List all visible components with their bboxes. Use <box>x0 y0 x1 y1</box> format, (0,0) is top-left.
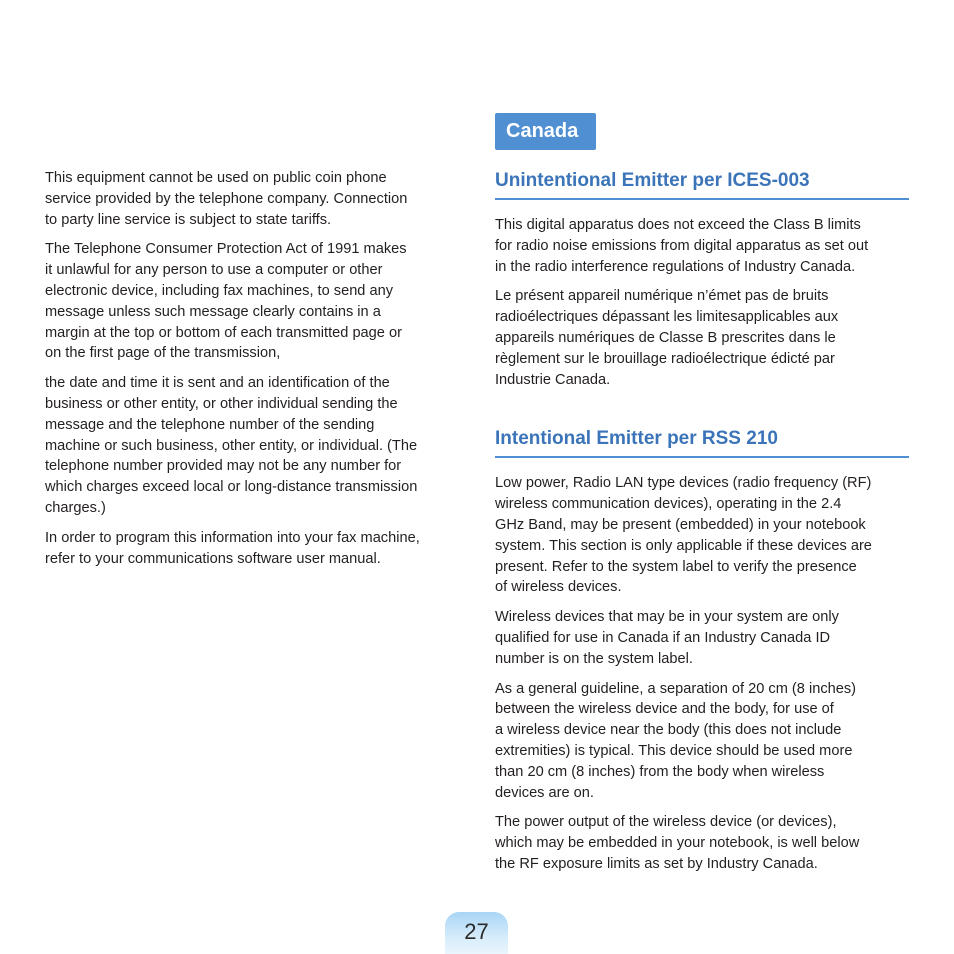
paragraph-identification: the date and time it is sent and an identification of the business or other entity, or other individual sending the message and the telephone number of the sending machine or such business, other entity, or individual. (The telephone number provided may not be any number for which charges exceed local or long-distance transmission charges.) <box>45 375 418 516</box>
paragraph-coin-phone: This equipment cannot be used on public coin phone service provided by the telephone company. Connection to party line service is subject to state tariffs. <box>45 170 408 228</box>
right-column <box>495 113 915 884</box>
section-tab-canada: Canada <box>495 113 596 150</box>
page-number-tab: 27 <box>445 912 508 954</box>
left-column <box>45 168 465 578</box>
paragraph-ices-french: Le présent appareil numérique n’émet pas de bruits radioélectriques dépassant les limitesapplicables aux appareils numériques de Classe B prescrites dans le règlement sur le brouillage radioélectrique édicté par Industrie Canada. <box>495 288 839 388</box>
heading-ices-003: Unintentional Emitter per ICES-003 <box>495 169 909 200</box>
paragraph-ices-english: This digital apparatus does not exceed the Class B limits for radio noise emissions from digital apparatus as set out in the radio interference regulations of Industry Canada. <box>495 217 869 275</box>
paragraph-rss-separation: As a general guideline, a separation of 20 cm (8 inches) between the wireless device and the body, for use of a wireless device near the body (this does not include extremities) is typical. This device should be used more than 20 cm (8 inches) from the body when wireless devices are on. <box>495 680 857 801</box>
paragraph-rss-qualified: Wireless devices that may be in your system are only qualified for use in Canada if an Industry Canada ID number is on the system label. <box>495 609 839 667</box>
section-spacer <box>495 399 915 427</box>
heading-rss-210: Intentional Emitter per RSS 210 <box>495 427 909 458</box>
paragraph-fax-programming: In order to program this information into your fax machine, refer to your communications software user manual. <box>45 529 420 567</box>
paragraph-rss-low-power: Low power, Radio LAN type devices (radio frequency (RF) wireless communication devices), operating in the 2.4 GHz Band, may be present (embedded) in your notebook system. This section is only applicable if these devices are present. Refer to the system label to verify the presence of wireless devices. <box>495 475 872 596</box>
paragraph-rss-power-output: The power output of the wireless device (or devices), which may be embedded in your notebook, is well below the RF exposure limits as set by Industry Canada. <box>495 814 860 872</box>
paragraph-tcpa: The Telephone Consumer Protection Act of 1991 makes it unlawful for any person to use a computer or other electronic device, including fax machines, to send any message unless such message clearly contains in a margin at the top or bottom of each transmitted page or on the first page of the transmission, <box>45 241 407 362</box>
